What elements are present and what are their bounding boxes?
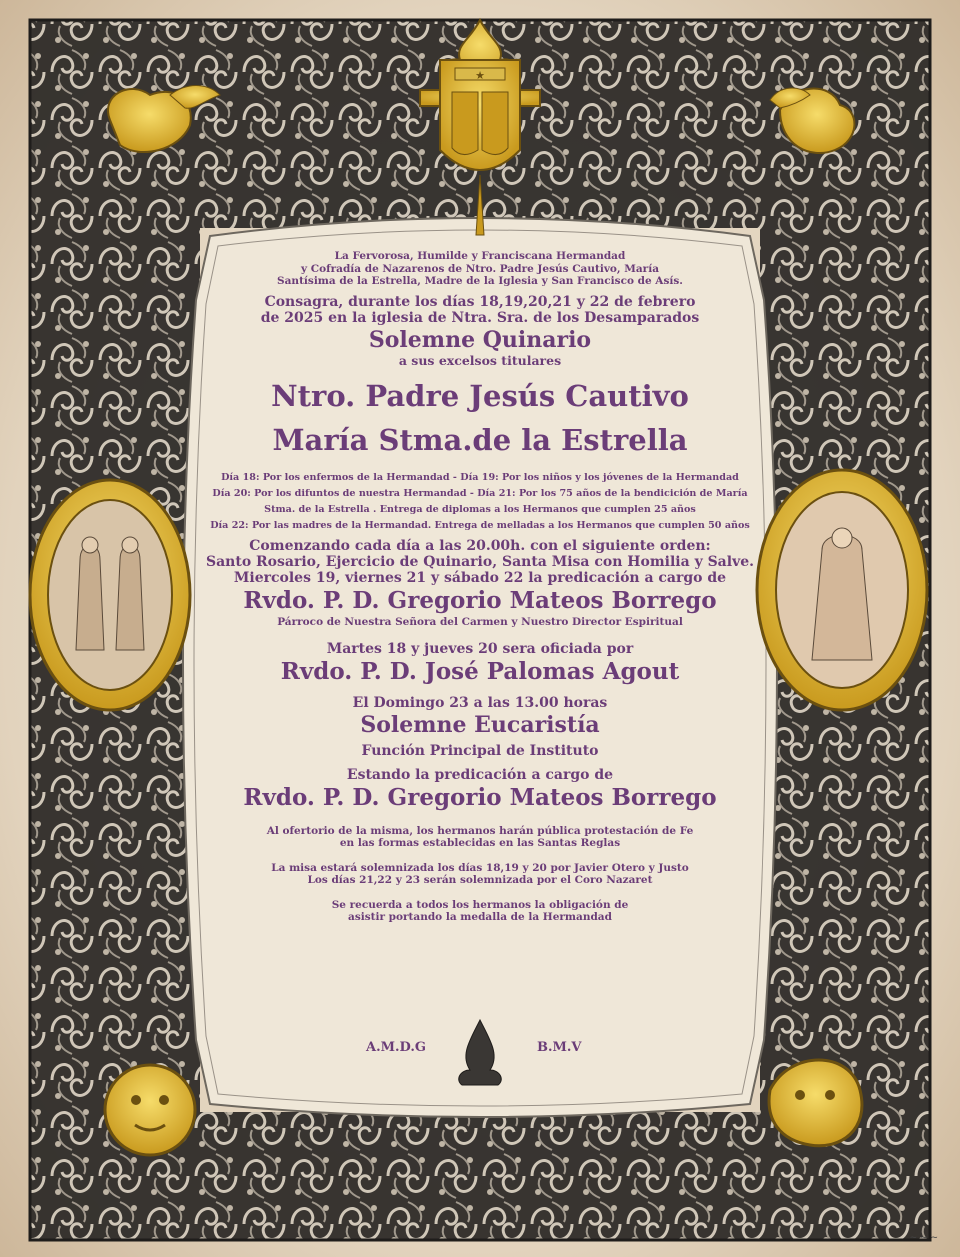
preacher-3: Rvdo. P. D. Gregorio Mateos Borrego: [243, 783, 717, 811]
header-line-2: y Cofradía de Nazarenos de Ntro. Padre Jesús Cautivo, María: [301, 262, 659, 275]
intro-line-1: Consagra, durante los días 18,19,20,21 y 22 de febrero: [264, 293, 696, 310]
medal-line-1: Se recuerda a todos los hermanos la obligación de: [331, 898, 629, 911]
sunday-line-1: El Domingo 23 a las 13.00 horas: [352, 694, 608, 711]
fe-line-1: Al ofertorio de la misma, los hermanos harán pública protestación de Fe: [266, 824, 694, 837]
poster-text: [200, 250, 760, 924]
schedule-line-1: Comenzando cada día a las 20.00h. con el siguiente orden:: [249, 538, 711, 554]
artist-signature-icon: ~ ~ ~: [909, 1233, 938, 1243]
day-line-2: Día 20: Por los difuntos de nuestra Hermandad - Día 21: Por los 75 años de la bendicición de María: [212, 488, 748, 499]
day-line-3: Stma. de la Estrella . Entrega de diplomas a los Hermanos que cumplen 25 años: [264, 504, 696, 515]
function-title: Función Principal de Instituto: [361, 742, 599, 759]
titular-2: María Stma.de la Estrella: [272, 423, 688, 457]
footer-bmv: B.M.V: [537, 1040, 582, 1055]
preacher-2: Rvdo. P. D. José Palomas Agout: [280, 657, 680, 685]
day-line-4: Día 22: Por las madres de la Hermandad. Entrega de melladas a los Hermanos que cumplen 50 años: [210, 520, 750, 531]
grotesque-bottom-right-icon: [769, 1060, 862, 1146]
schedule-line-2: Santo Rosario, Ejercicio de Quinario, Santa Misa con Homilia y Salve.: [206, 554, 754, 570]
footer-amdg: A.M.D.G: [366, 1040, 426, 1055]
fe-line-2: en las formas establecidas en las Santas Reglas: [339, 837, 621, 849]
day-line-1: Día 18: Por los enfermos de la Hermandad - Día 19: Por los niños y los jóvenes de la Hermandad: [221, 472, 739, 483]
eucaristia-title: Solemne Eucaristía: [360, 711, 600, 738]
lion-face-bottom-left-icon: [105, 1065, 195, 1155]
intro-line-2: de 2025 en la iglesia de Ntra. Sra. de los Desamparados: [260, 309, 700, 326]
sunday-line-2: Estando la predicación a cargo de: [346, 766, 614, 783]
preacher-1: Rvdo. P. D. Gregorio Mateos Borrego: [243, 587, 717, 614]
titular-1: Ntro. Padre Jesús Cautivo: [271, 379, 689, 413]
intro-sub: a sus excelsos titulares: [398, 352, 562, 368]
medallion-left-icon: [30, 480, 190, 710]
music-line-2: Los días 21,22 y 23 serán solemnizada por el Coro Nazaret: [307, 874, 653, 886]
preacher-1-role: Párroco de Nuestra Señora del Carmen y Nuestro Director Espiritual: [277, 616, 683, 628]
schedule-line-3: Miercoles 19, viernes 21 y sábado 22 la predicación a cargo de: [233, 570, 727, 586]
schedule-line-4: Martes 18 y jueves 20 sera oficiada por: [326, 640, 634, 657]
medal-line-2: asistir portando la medalla de la Hermandad: [348, 911, 612, 923]
quinario-title: Solemne Quinario: [368, 326, 592, 353]
music-line-1: La misa estará solemnizada los días 18,19 y 20 por Javier Otero y Justo: [271, 861, 689, 874]
header-line-3: Santísima de la Estrella, Madre de la Iglesia y San Francisco de Asís.: [277, 275, 683, 287]
svg-text:★: ★: [475, 70, 485, 82]
header-line-1: La Fervorosa, Humilde y Franciscana Hermandad: [334, 250, 626, 262]
medallion-right-icon: [757, 470, 927, 710]
